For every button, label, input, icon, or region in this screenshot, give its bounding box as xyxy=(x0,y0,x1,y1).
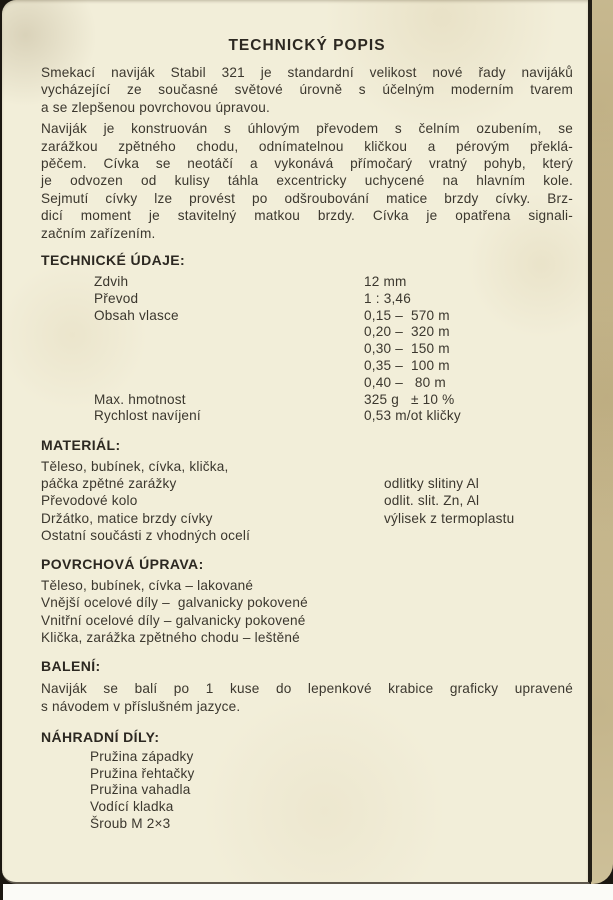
section-heading-spare-parts: NÁHRADNÍ DÍLY: xyxy=(41,729,160,746)
section-heading-packaging: BALENÍ: xyxy=(41,658,101,675)
list-item: Pružina řehtačky xyxy=(90,765,195,781)
table-row xyxy=(94,408,573,425)
table-row xyxy=(94,324,573,341)
spec-label: Max. hmotnost xyxy=(94,391,186,407)
material-label: Těleso, bubínek, cívka, klička, xyxy=(41,459,229,475)
table-row xyxy=(94,291,573,308)
spec-value: 0,35 – 100 m xyxy=(364,358,450,374)
table-row xyxy=(41,475,573,492)
table-row xyxy=(94,358,573,375)
spec-label: Obsah vlasce xyxy=(94,307,179,323)
table-row xyxy=(94,341,573,358)
text-line: a se zlepšenou povrchovou úpravou. xyxy=(41,99,270,115)
material-label: páčka zpětné zarážky xyxy=(41,476,177,492)
text-line: dicí moment je stavitelný matkou brzdy. Cívka je opatřena signali- xyxy=(41,208,573,224)
material-table xyxy=(41,458,573,543)
spec-value: 325 g ± 10 % xyxy=(364,391,455,407)
spec-value: 12 mm xyxy=(364,274,407,290)
table-row xyxy=(94,375,573,392)
intro-paragraph-2 xyxy=(41,120,573,242)
table-row xyxy=(94,274,573,291)
list-item: Vodící kladka xyxy=(90,798,174,814)
table-row xyxy=(41,510,573,527)
section-heading-surface-finish: POVRCHOVÁ ÚPRAVA: xyxy=(41,555,204,572)
spec-value: 0,20 – 320 m xyxy=(364,324,450,340)
text-line: Naviják je konstruován s úhlovým převodem s čelním ozubením, se xyxy=(41,121,573,137)
spec-value: 1 : 3,46 xyxy=(364,290,411,306)
text-line: začním zařízením. xyxy=(41,225,156,241)
text-line: Smekací naviják Stabil 321 je standardní velikost nové řady navijáků xyxy=(41,65,573,80)
spec-value: 0,30 – 150 m xyxy=(364,341,450,357)
material-value: výlisek z termoplastu xyxy=(384,510,515,526)
scanner-background xyxy=(3,884,613,900)
table-row xyxy=(94,392,573,409)
spec-label xyxy=(94,375,364,392)
text-line: je odvozen od kulisy táhla excentricky uchycené na hlavním kole. xyxy=(41,173,573,189)
text-line: pěčem. Cívka se neotáčí a vykonává přímočarý vratný pohyb, který xyxy=(41,156,573,172)
spec-value: 0,53 m/ot kličky xyxy=(364,408,461,424)
list-item: Šroub M 2×3 xyxy=(90,815,171,831)
spec-label xyxy=(94,341,364,358)
spare-parts-list xyxy=(41,749,573,832)
text-line: Vnitřní ocelové díly – galvanicky pokovené xyxy=(41,612,306,628)
packaging-paragraph xyxy=(41,680,573,715)
material-value: odlitky slitiny Al xyxy=(384,476,480,492)
text-line: vycházející ze současné světové úrovně s účelným moderním tvarem xyxy=(41,82,573,98)
section-heading-technical-data: TECHNICKÉ ÚDAJE: xyxy=(41,252,186,269)
list-item: Pružina vahadla xyxy=(90,782,191,798)
text-line: Těleso, bubínek, cívka – lakované xyxy=(41,577,254,593)
table-row xyxy=(41,527,573,544)
text-line: zarážkou zpětného chodu, odnímatelnou kličkou a pérovým překlá- xyxy=(41,138,573,154)
material-value: odlit. slit. Zn, Al xyxy=(384,493,480,509)
material-label: Držátko, matice brzdy cívky xyxy=(41,510,213,526)
surface-finish-lines xyxy=(41,577,573,647)
text-line: Klička, zarážka zpětného chodu – leštěné xyxy=(41,629,300,645)
section-heading-material: MATERIÁL: xyxy=(41,437,121,454)
text-line: s návodem v příslušném jazyce. xyxy=(41,698,241,714)
table-row xyxy=(41,492,573,509)
spec-label: Rychlost navíjení xyxy=(94,408,201,424)
spec-label: Zdvih xyxy=(94,274,129,290)
table-row xyxy=(94,308,573,325)
page-edge-strip xyxy=(591,0,613,884)
document-card xyxy=(2,0,592,884)
material-label: Převodové kolo xyxy=(41,493,138,509)
document-content xyxy=(41,0,573,832)
spec-value: 0,15 – 570 m xyxy=(364,307,450,323)
text-line: Sejmutí cívky lze provést po odšroubování matice brzdy cívky. Brz- xyxy=(41,190,573,206)
text-line: Naviják se balí po 1 kuse do lepenkové krabice graficky upravené xyxy=(41,681,573,697)
spec-label xyxy=(94,358,364,375)
list-item: Pružina západky xyxy=(90,749,194,765)
table-row xyxy=(41,458,573,475)
spec-label xyxy=(94,324,364,341)
spec-label: Převod xyxy=(94,290,139,306)
material-label: Ostatní součásti z vhodných ocelí xyxy=(41,527,251,543)
page-title: TECHNICKÝ POPIS xyxy=(228,37,386,54)
intro-paragraph-1 xyxy=(41,64,573,116)
text-line: Vnější ocelové díly – galvanicky pokovené xyxy=(41,595,308,611)
technical-data-table xyxy=(41,274,573,425)
spec-value: 0,40 – 80 m xyxy=(364,374,446,390)
